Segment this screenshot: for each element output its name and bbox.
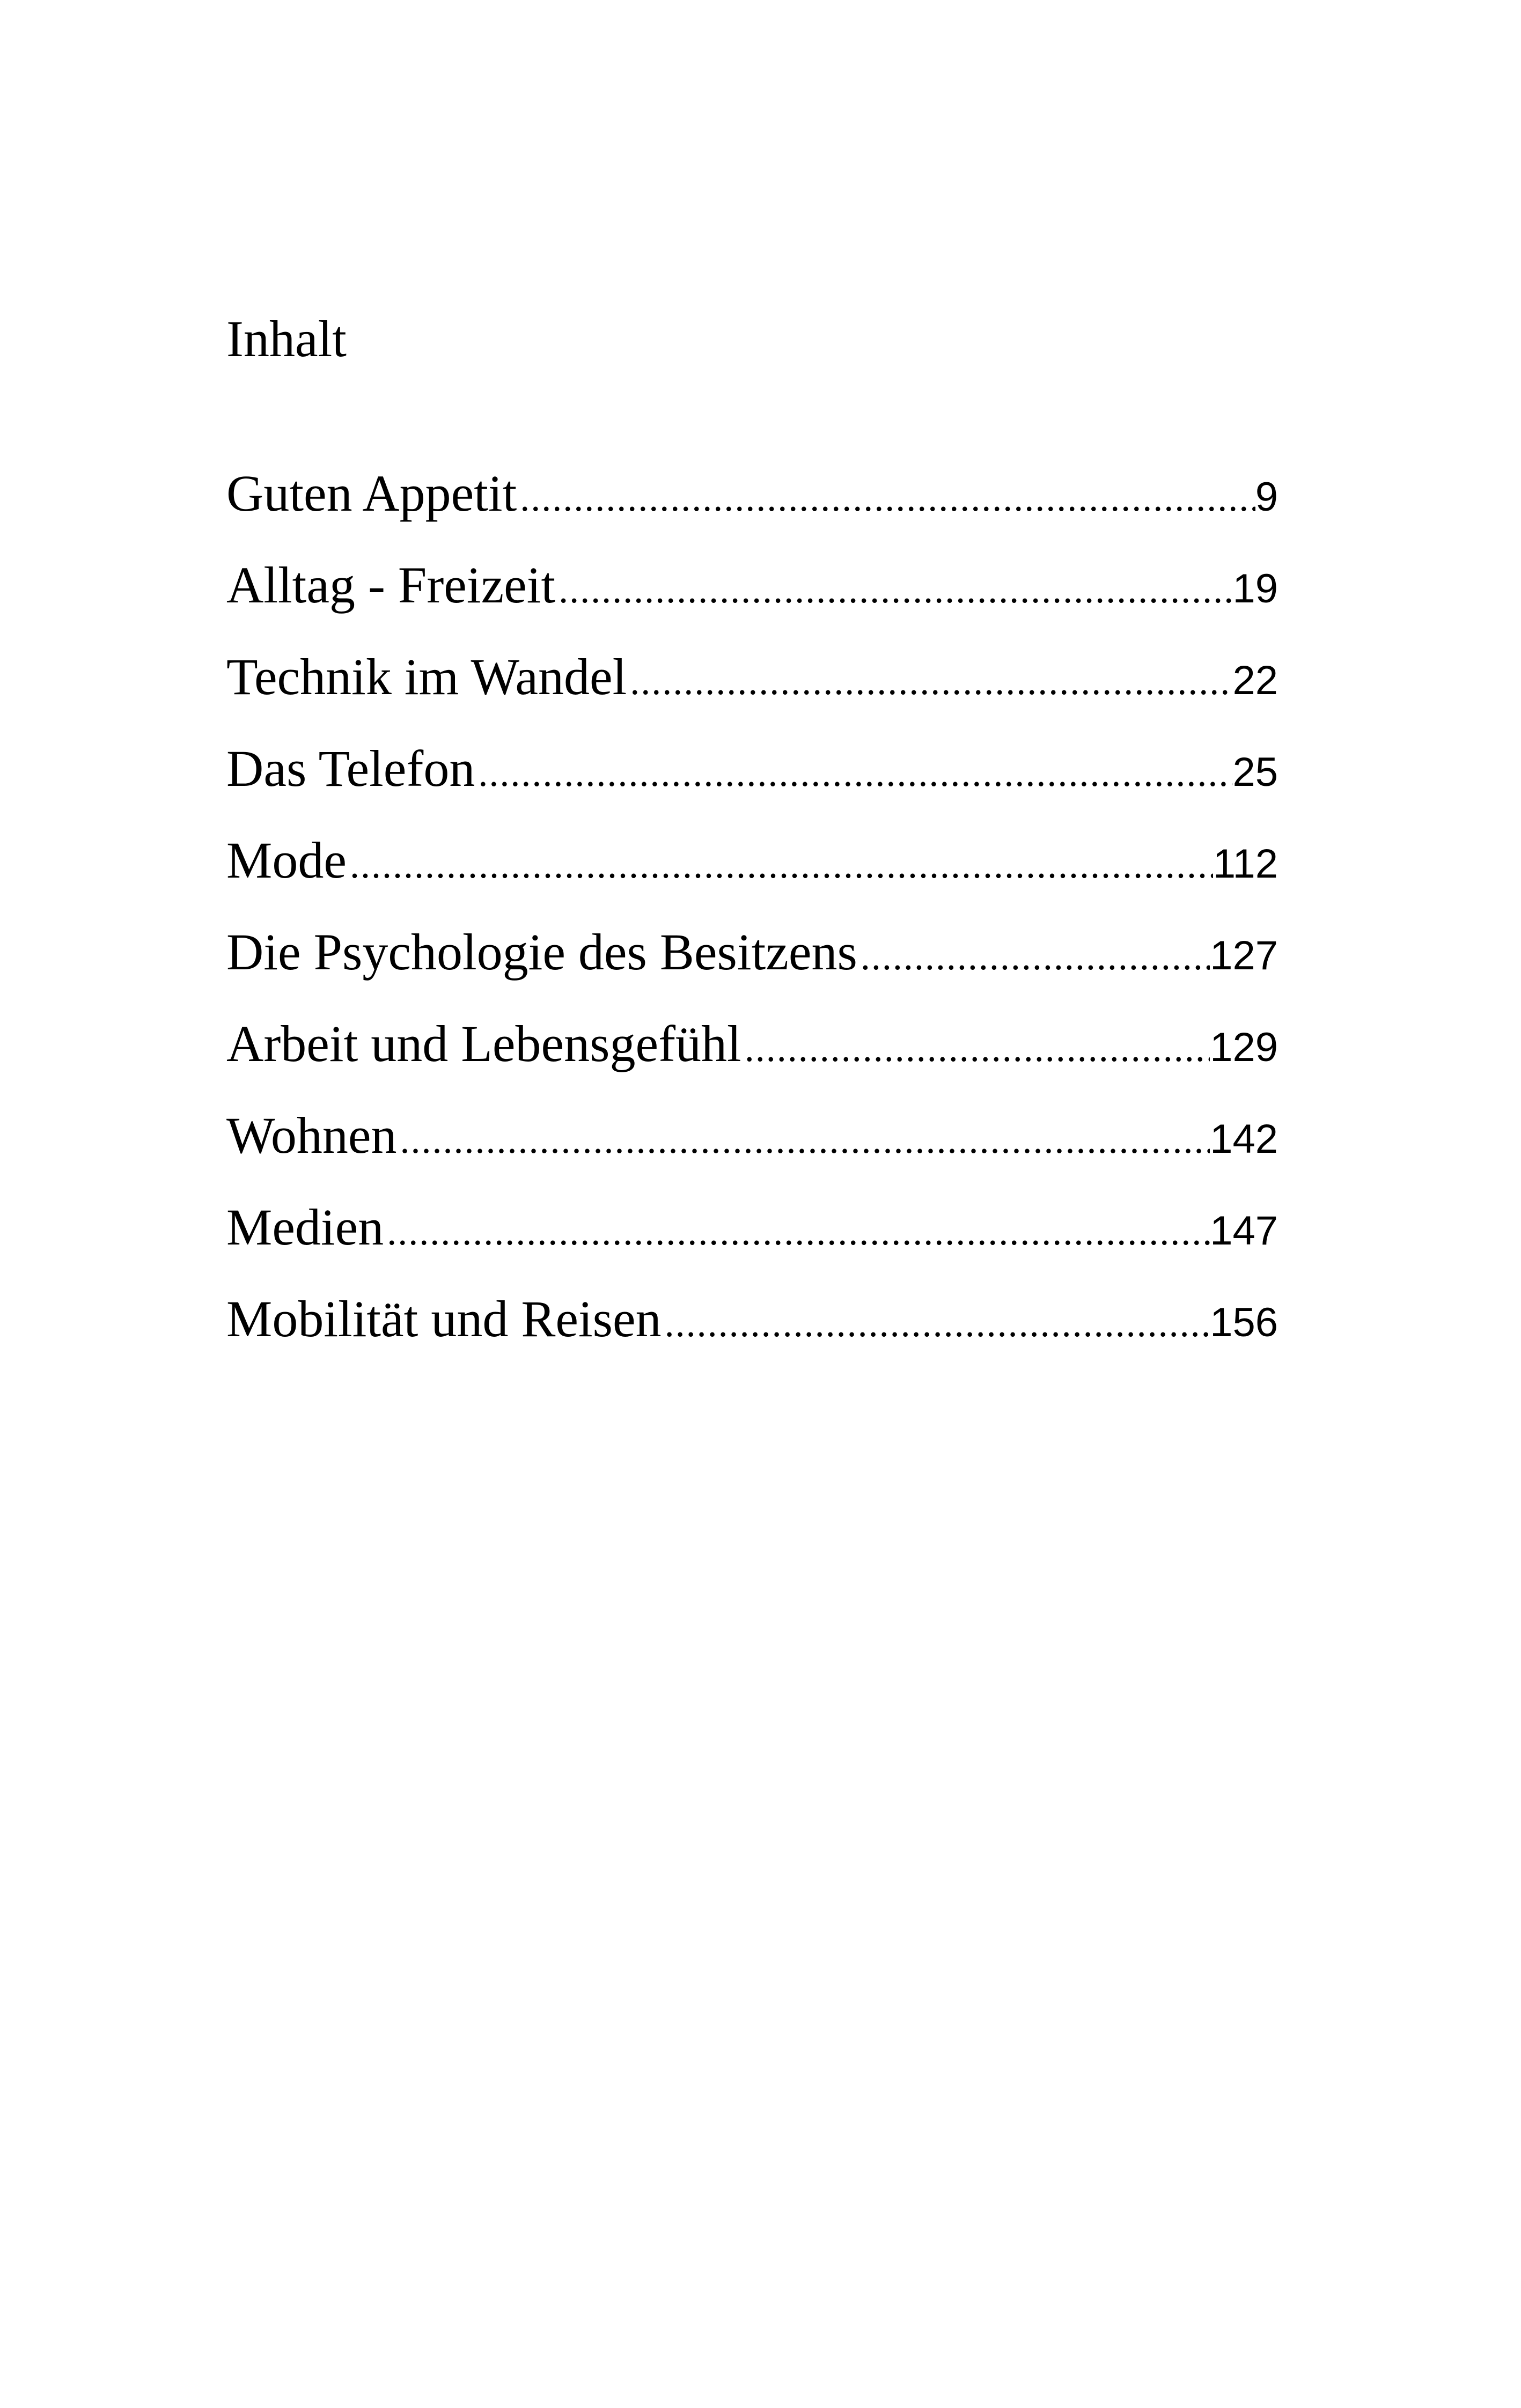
toc-entry-title: Medien <box>226 1198 384 1256</box>
toc-entry-title: Mode <box>226 831 347 889</box>
toc-entry <box>226 1287 1278 1379</box>
dot-leader <box>347 833 1213 897</box>
dot-leader <box>384 1199 1210 1264</box>
toc-entry <box>226 553 1278 645</box>
dot-leader <box>475 741 1232 805</box>
toc-entry <box>226 1012 1278 1103</box>
toc-entry-title: Wohnen <box>226 1107 397 1164</box>
toc-entry-page-number: 127 <box>1210 933 1278 978</box>
toc-entry <box>226 920 1278 1012</box>
toc-entry-page-number: 142 <box>1210 1116 1278 1162</box>
toc-entry <box>226 461 1278 553</box>
toc-entry <box>226 1103 1278 1195</box>
toc-entry <box>226 1195 1278 1287</box>
toc-entry-page-number: 25 <box>1232 749 1278 795</box>
toc-entry-title: Das Telefon <box>226 740 475 797</box>
toc-entry-page-number: 129 <box>1210 1025 1278 1070</box>
toc-entry <box>226 737 1278 828</box>
toc-entry-page-number: 19 <box>1232 566 1278 612</box>
toc-entry-page-number: 9 <box>1255 474 1278 520</box>
toc-heading: Inhalt <box>226 310 347 367</box>
table-of-contents <box>226 461 1278 1379</box>
toc-entry-page-number: 147 <box>1210 1208 1278 1254</box>
dot-leader <box>741 1016 1210 1080</box>
toc-entry <box>226 828 1278 920</box>
toc-entry <box>226 645 1278 737</box>
toc-entry-page-number: 112 <box>1213 841 1278 887</box>
dot-leader <box>555 557 1232 622</box>
dot-leader <box>627 649 1232 713</box>
toc-entry-title: Arbeit und Lebensgefühl <box>226 1015 741 1072</box>
toc-entry-title: Alltag - Freizeit <box>226 556 556 614</box>
dot-leader <box>857 924 1210 989</box>
toc-entry-page-number: 156 <box>1210 1300 1278 1345</box>
toc-entry-title: Technik im Wandel <box>226 648 627 705</box>
toc-entry-page-number: 22 <box>1232 658 1278 703</box>
toc-entry-title: Guten Appetit <box>226 465 517 522</box>
toc-entry-title: Die Psychologie des Besitzens <box>226 923 857 981</box>
dot-leader <box>662 1291 1210 1356</box>
toc-entry-title: Mobilität und Reisen <box>226 1290 662 1347</box>
dot-leader <box>397 1108 1210 1172</box>
dot-leader <box>517 466 1255 530</box>
